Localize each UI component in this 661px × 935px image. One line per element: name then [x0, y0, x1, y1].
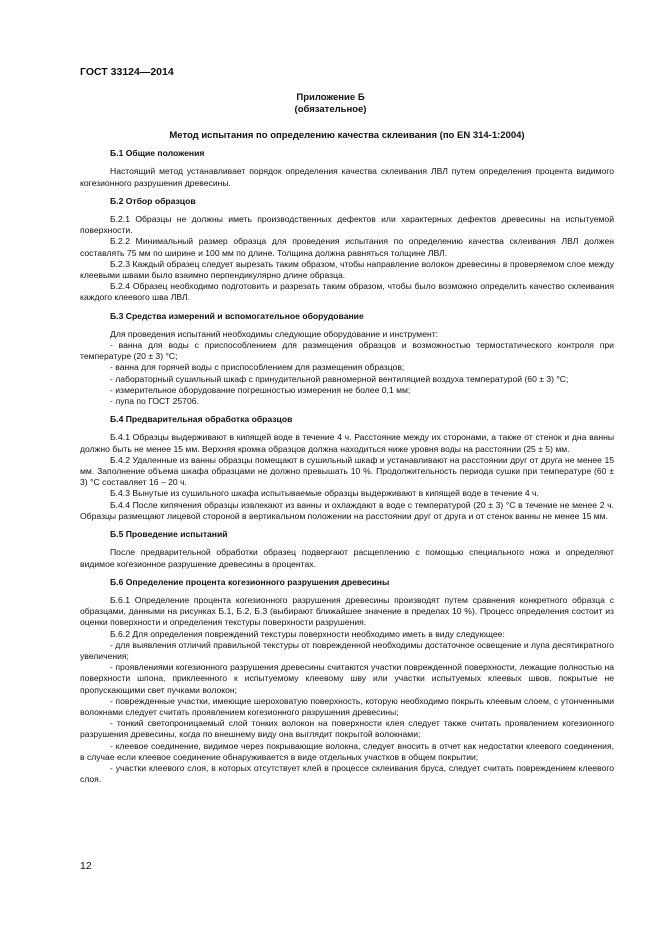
paragraph: Б.6.2 Для определения повреждений текстуры поверхности необходимо иметь в виду следующее: [110, 628, 505, 639]
paragraph: Б.4.2 Удаленные из ванны образцы помещают в сушильный шкаф и устанавливают на расстоянии друг от друга не менее 15 мм. Заполнение объема шкафа образцами не должно превышать 10 %. Продолжительность периода сушки при температуре (60 ± 3) °С составляет 16 – 20 ч. [80, 454, 614, 488]
paragraph: После предварительной обработки образец подвергают расщеплению с помощью специального ножа и определяют видимое когезионное разрушение древесины в процентах. [80, 547, 614, 569]
section-heading-b6: Б.6 Определение процента когезионного разрушения древесины [110, 576, 390, 587]
section-heading-b4: Б.4 Предварительная обработка образцов [110, 414, 293, 425]
paragraph: Б.2.3 Каждый образец следует вырезать таким образом, чтобы направление волокон древесины в проверяемом слое между клеевыми швами было взаимно перпендикулярно длине образца. [80, 258, 614, 281]
list-item: - поврежденные участки, имеющие шероховатую поверхность, которую необходимо покрыть клеевым слоем, с утонченными волокнами следует считать проявлением когезионного разрушения древесины; [80, 695, 614, 717]
section-heading-b1: Б.1 Общие положения [110, 148, 205, 159]
list-item: - лабораторный сушильный шкаф с принудительной равномерной вентиляцией воздуха температурой (60 ± 3) °С; [110, 373, 569, 384]
list-item: - проявлениями когезионного разрушения древесины считаются участки поврежденной поверхности, лежащие полностью на поверхности шпона, приклеенного к испытуемому клеевому шву или участки испытуемых клеевых швов, покрытые не пропускающими свет пучками волокон; [80, 662, 614, 695]
paragraph: Б.2.2 Минимальный размер образца для проведения испытания по определению качества склеивания ЛВЛ должен составлять 75 мм по ширине и 100 мм по длине. Толщина должна равняться толщине ЛВЛ. [80, 236, 614, 258]
paragraph: Для проведения испытаний необходимы следующие оборудование и инструмент: [110, 328, 439, 339]
section-heading-b2: Б.2 Отбор образцов [110, 195, 196, 206]
list-item: - ванна для горячей воды с приспособлением для размещения образцов; [110, 362, 405, 373]
list-item: - участки клеевого слоя, в которых отсутствует клей в процессе склеивания бруса, следует считать повреждением клеевого слоя. [80, 762, 614, 785]
appendix-title: Приложение Б [296, 92, 365, 103]
list-item: - клеевое соединение, видимое через покрывающие волокна, следует вносить в отчет как недостатки клеевого соединения, в случае если клеевое соединение обнаруживается в виде отдельных участков в общем покрытии; [80, 740, 614, 762]
document-header: ГОСТ 33124—2014 [80, 66, 174, 78]
section-heading-b5: Б.5 Проведение испытаний [110, 529, 228, 540]
paragraph: Настоящий метод устанавливает порядок определения качества склеивания ЛВЛ путем определения процента видимого когезионного разрушения древесины. [80, 166, 614, 188]
list-item: - лупа по ГОСТ 25706. [110, 396, 199, 407]
paragraph: Б.2.4 Образец необходимо подготовить и разрезать таким образом, чтобы было возможно определить качество склеивания каждого клеевого шва ЛВЛ. [80, 281, 614, 303]
list-item: - тонкий светопроницаемый слой тонких волокон на поверхности клея следует также считать проявлением когезионного разрушения древесины, когда по внешнему виду она выглядит покрытой волокнами; [80, 718, 614, 740]
paragraph: Б.4.3 Вынутые из сушильного шкафа испытываемые образцы выдерживают в кипящей воде в течение 4 ч. [110, 488, 539, 499]
document-body [80, 130, 614, 785]
section-heading-b3: Б.3 Средства измерений и вспомогательное оборудование [110, 310, 364, 321]
paragraph: Б.6.1 Определение процента когезионного разрушения древесины производят путем сравнения конкретного образца с образцами, данными на рисунках Б.1, Б.2, Б.3 (выбирают ближайшее значение в пределах 10 %). Процесс определения состоит из оценки поверхности и определения текстуры поверхности разрушения. [80, 594, 614, 628]
paragraph: Б.4.4 После кипячения образцы извлекают из ванны и охлаждают в воде с температурой (20 ± 3) °С в течение не менее 2 ч. Образцы размещают лицевой стороной в вертикальном положении на расстоянии друг от друга и от стенок ванны не менее 15 мм. [80, 499, 614, 521]
paragraph: Б.4.1 Образцы выдерживают в кипящей воде в течение 4 ч. Расстояние между их сторонами, а также от стенок и дна ванны должно быть не менее 15 мм. Верхняя кромка образцов должна находиться ниже уровня воды на расстоянии (25 ± 5) мм. [80, 432, 614, 454]
list-item: - для выявления отличий правильной текстуры от поврежденной необходимы достаточное освещение и лупа десятикратного увеличения; [80, 639, 614, 661]
appendix-status: (обязательное) [294, 104, 367, 115]
list-item: - ванна для воды с приспособлением для размещения образцов и возможностью термостатического контроля при температуре (20 ± 3) °С; [80, 340, 614, 362]
method-title: Метод испытания по определению качества склеивания (по EN 314-1:2004) [169, 130, 525, 141]
list-item: - измерительное оборудование погрешностью измерения не более 0,1 мм; [110, 384, 411, 395]
page-number: 12 [80, 860, 92, 872]
paragraph: Б.2.1 Образцы не должны иметь производственных дефектов или характерных дефектов древесины на испытуемой поверхности. [80, 214, 614, 236]
